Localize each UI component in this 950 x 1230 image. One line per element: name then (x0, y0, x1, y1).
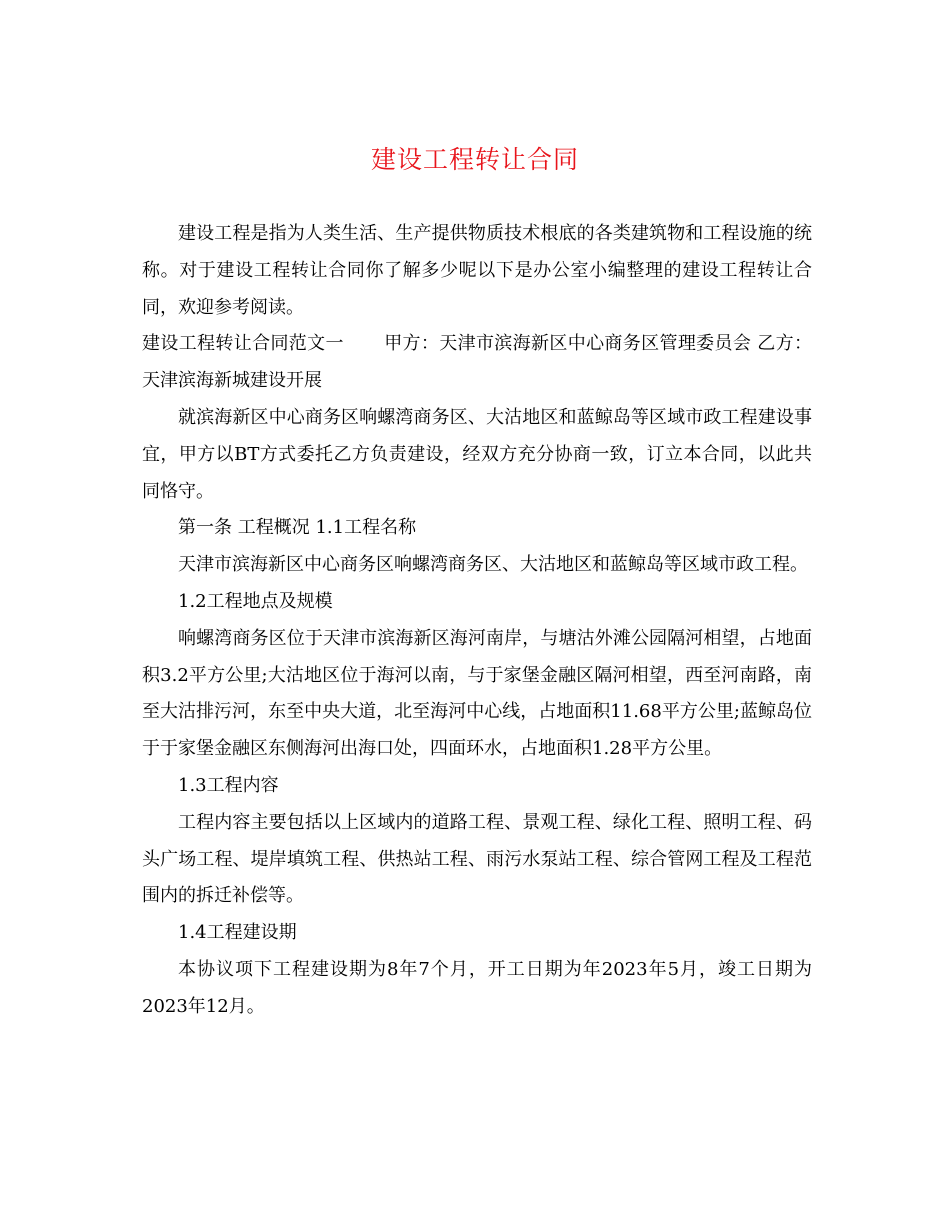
document-title: 建设工程转让合同 (370, 145, 579, 174)
section-1-2-heading: 1.2工程地点及规模 (178, 590, 333, 612)
intro-paragraph: 建设工程是指为人类生活、生产提供物质技术根底的各类建筑物和工程设施的统称。对于建设工程转让合同你了解多少呢以下是办公室小编整理的建设工程转让合同，欢迎参考阅读。 (142, 223, 812, 318)
section-1-3-heading: 1.3工程内容 (178, 774, 279, 796)
content-paragraph: 工程内容主要包括以上区域内的道路工程、景观工程、绿化工程、照明工程、码头广场工程、堤岸填筑工程、供热站工程、雨污水泵站工程、综合管网工程及工程范围内的拆迁补偿等。 (142, 811, 812, 907)
project-name-paragraph: 天津市滨海新区中心商务区响螺湾商务区、大沽地区和蓝鲸岛等区域市政工程。 (178, 554, 808, 576)
sample-heading: 建设工程转让合同范文一 (142, 333, 344, 355)
purpose-paragraph: 就滨海新区中心商务区响螺湾商务区、大沽地区和蓝鲸岛等区域市政工程建设事宜，甲方以BT方式委托乙方负责建设，经双方充分协商一致，订立本合同，以此共同恪守。 (142, 406, 812, 502)
schedule-paragraph: 本协议项下工程建设期为8年7个月，开工日期为年2023年5月，竣工日期为2023年12月。 (142, 958, 812, 1017)
location-scale-paragraph: 响螺湾商务区位于天津市滨海新区海河南岸，与塘沽外滩公园隔河相望，占地面积3.2平方公里;大沽地区位于海河以南，与于家堡金融区隔河相望，西至河南路，南至大沽排污河，东至中央大道，北至海河中心线，占地面积11.68平方公里;蓝鲸岛位于于家堡金融区东侧海河出海口处，四面环水，占地面积1.28平方公里。 (142, 627, 812, 760)
document-body (142, 216, 812, 1026)
article-1-heading: 第一条 工程概况 1.1工程名称 (178, 517, 417, 539)
parties-paragraph (142, 326, 812, 400)
section-1-4-heading: 1.4工程建设期 (178, 922, 297, 944)
parties-text: 甲方：天津市滨海新区中心商务区管理委员会 乙方：天津滨海新城建设开展 (142, 333, 812, 392)
